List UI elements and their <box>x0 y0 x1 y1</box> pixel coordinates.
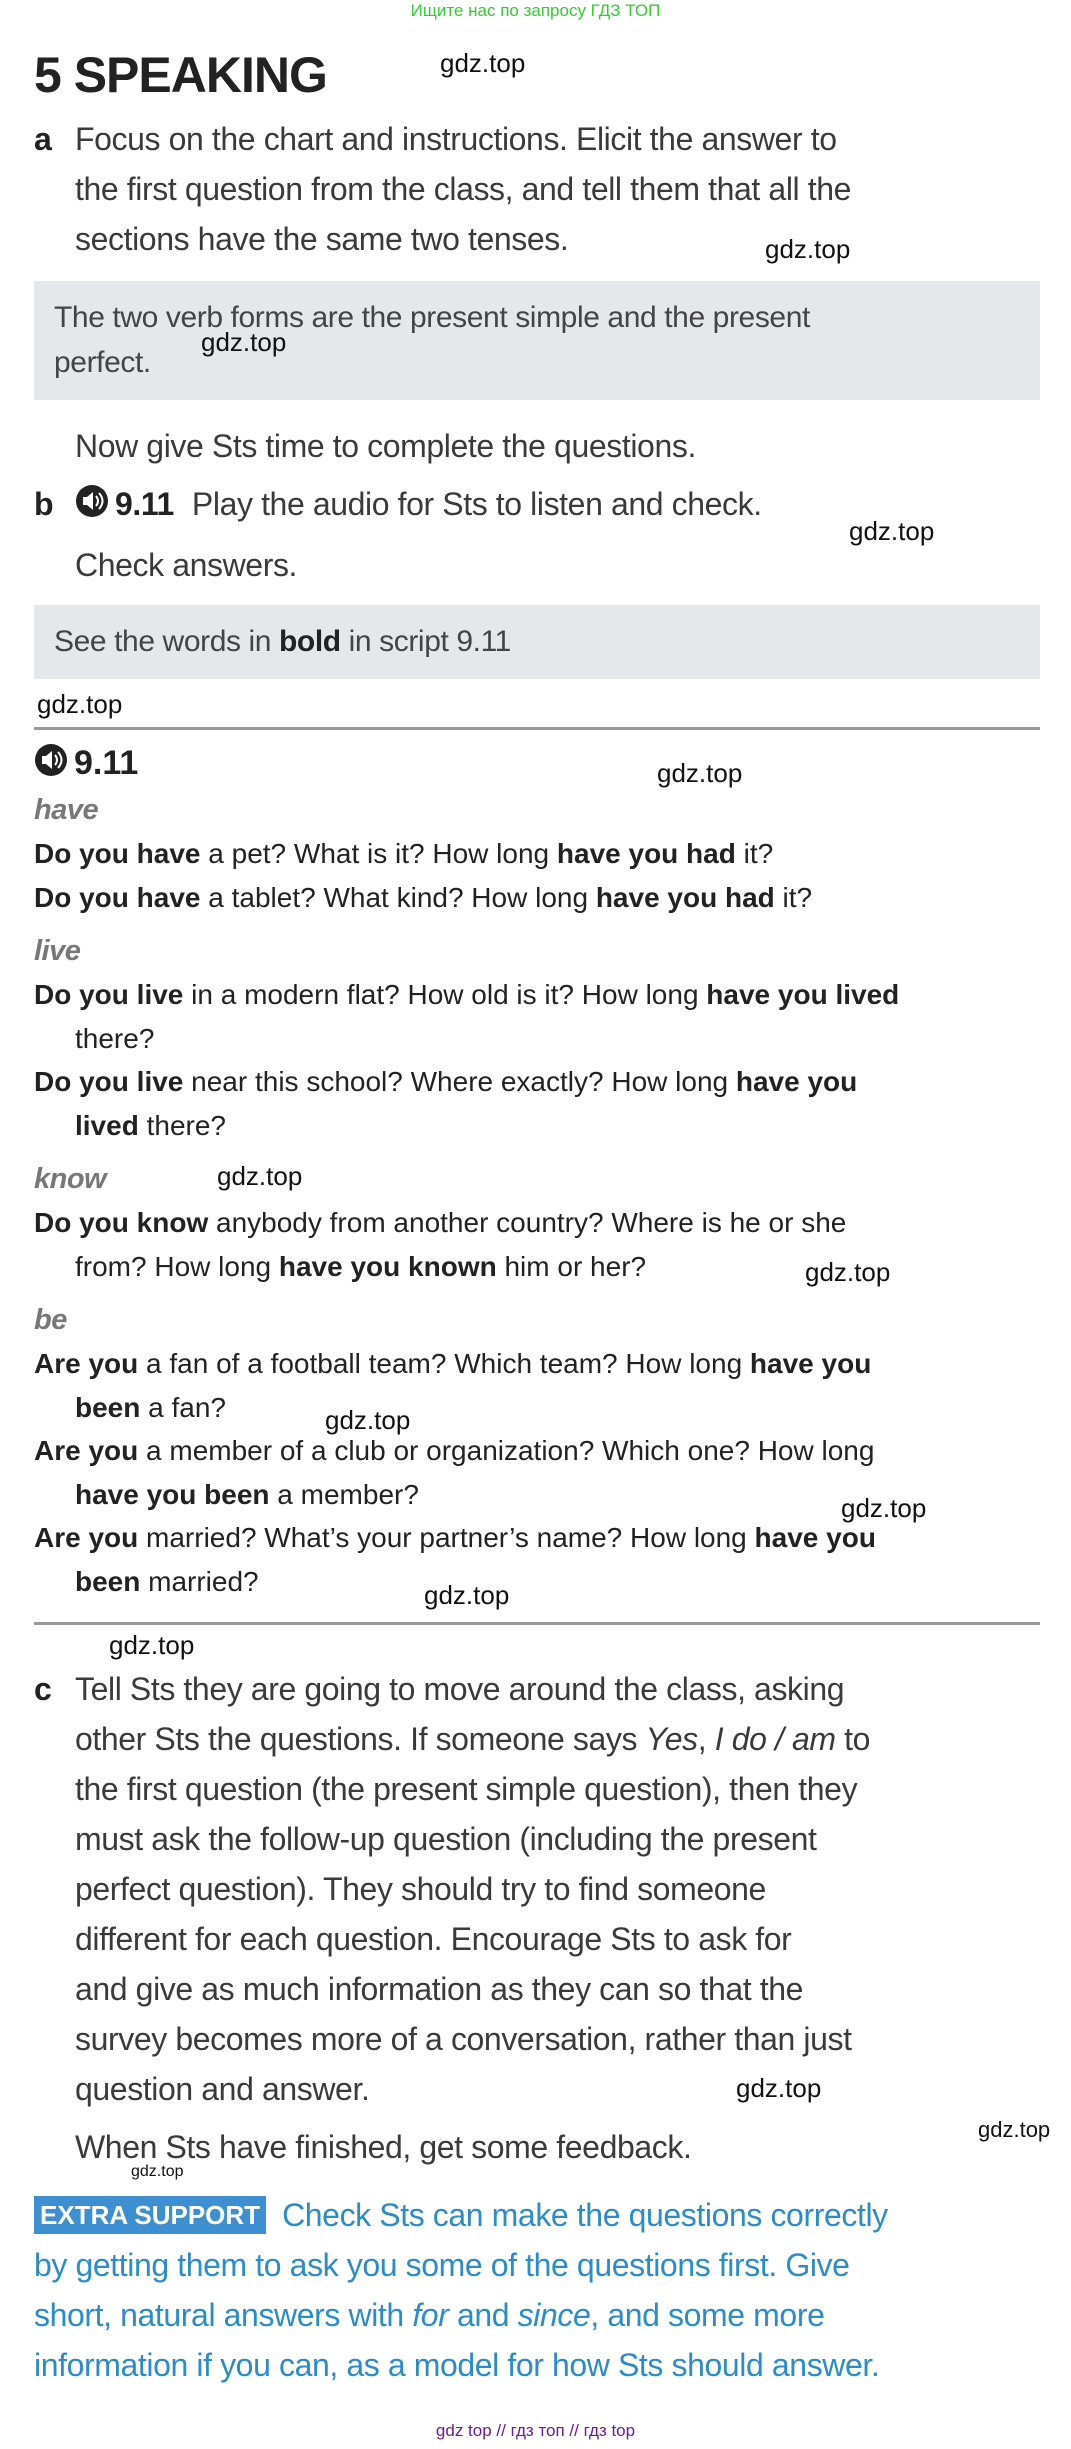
text: Check Sts can make the questions correctly <box>282 2197 888 2233</box>
text: married? <box>140 1565 259 1597</box>
script-question-line <box>34 973 1040 1017</box>
text: him or her? <box>496 1250 647 1282</box>
text: a fan of a football team? Which team? How long <box>138 1348 750 1379</box>
extra-support-line <box>34 2290 1044 2340</box>
bold-text: have you been <box>75 1478 270 1510</box>
watermark: gdz.top <box>37 689 123 719</box>
section-b-line: Check answers. <box>75 546 298 583</box>
text: perfect question). They should try to find someone <box>75 1871 766 1907</box>
text: there? <box>138 1109 226 1141</box>
watermark: gdz.top <box>849 516 935 546</box>
watermark: gdz.top <box>440 48 526 78</box>
text: survey becomes more of a conversation, rather than just <box>75 2021 852 2057</box>
text: in a modern flat? How old is it? How long <box>183 979 707 1010</box>
watermark: gdz.top <box>841 1493 927 1523</box>
watermark: gdz.top <box>131 2163 184 2180</box>
answer-box <box>34 281 1040 400</box>
section-letter: c <box>34 1671 52 1707</box>
bold-text: Do you know <box>34 1207 209 1238</box>
bold-text: been <box>75 1565 141 1597</box>
bold-text: have you had <box>556 838 736 869</box>
italic-text: I do / am <box>714 1721 836 1757</box>
watermark: gdz.top <box>805 1257 891 1287</box>
section-c-line <box>0 1764 1071 1814</box>
watermark: gdz.top <box>657 758 743 788</box>
section-c-line <box>0 2014 1071 2064</box>
script-question-line <box>34 1429 1040 1473</box>
audio-speaker-icon[interactable] <box>34 743 68 788</box>
extra-support-line <box>34 2240 1044 2290</box>
extra-support-line <box>34 2340 1044 2390</box>
section-c-line <box>0 1814 1071 1864</box>
text: a member? <box>269 1478 419 1510</box>
text: in script 9.11 <box>340 625 511 658</box>
track-number: 9.11 <box>74 744 139 782</box>
divider <box>34 1622 1040 1625</box>
text: different for each question. Encourage Sts to ask for <box>75 1921 792 1957</box>
verb-label: be <box>34 1304 67 1336</box>
instruction-text: When Sts have finished, get some feedback. <box>75 2129 692 2165</box>
bold-text: Do you have <box>34 838 201 869</box>
top-banner: Ищите нас по запросу ГДЗ ТОП <box>410 1 661 20</box>
text: it? <box>774 881 813 913</box>
bold-text: Are you <box>34 1348 139 1379</box>
text: Focus on the chart and instructions. Elicit the answer to <box>75 121 837 157</box>
text: , <box>697 1721 715 1757</box>
script-title <box>34 741 1071 788</box>
text: question and answer. <box>75 2071 370 2107</box>
text: a fan? <box>140 1391 226 1423</box>
bold-text: lived <box>75 1109 139 1141</box>
text: from? How long <box>75 1250 279 1282</box>
verb-label: know <box>34 1163 107 1195</box>
text: the first question (the present simple question), then they <box>75 1771 858 1807</box>
verb-label: live <box>34 935 81 967</box>
bold-text: Do you have <box>34 881 201 913</box>
text: and <box>448 2297 518 2333</box>
watermark: gdz.top <box>201 327 287 357</box>
text: short, natural answers with <box>34 2297 413 2333</box>
extra-support-badge: EXTRA SUPPORT <box>34 2196 266 2234</box>
bold-text: have you known <box>278 1250 497 1282</box>
footer: gdz top // гдз топ // гдз top <box>435 2421 636 2440</box>
italic-text: for <box>412 2297 449 2333</box>
script-question-line <box>34 1201 1040 1245</box>
text: it? <box>735 838 774 869</box>
text: by getting them to ask you some of the questions first. Give <box>34 2247 850 2283</box>
bold-text: have you <box>735 1066 858 1097</box>
text: Tell Sts they are going to move around the class, asking <box>75 1671 845 1707</box>
section-letter: a <box>34 121 52 157</box>
text: information if you can, as a model for how Sts should answer. <box>34 2347 880 2383</box>
text: a tablet? What kind? How long <box>200 881 596 913</box>
divider <box>34 727 1040 730</box>
bold-text: Do you live <box>34 979 184 1010</box>
section-c-line <box>0 1914 1071 1964</box>
section-a-line <box>0 114 1071 164</box>
answer-box <box>34 605 1040 679</box>
text: there? <box>75 1022 155 1054</box>
text: anybody from another country? Where is he or she <box>208 1207 847 1238</box>
italic-text: Yes <box>645 1721 698 1757</box>
script-question-line <box>34 832 1040 876</box>
instruction-text: Now give Sts time to complete the questions. <box>75 428 696 464</box>
text: married? What’s your partner’s name? How long <box>138 1522 755 1553</box>
italic-text: since <box>517 2297 591 2333</box>
text: See the words in <box>54 625 279 658</box>
watermark: gdz.top <box>765 234 851 264</box>
section-a-line: sections have the same two tenses. <box>75 221 569 257</box>
audio-speaker-icon[interactable] <box>75 478 109 536</box>
bold-text: Are you <box>34 1435 139 1466</box>
script-question-line <box>34 1342 1040 1386</box>
section-c-line <box>0 1964 1071 2014</box>
bold-text: Are you <box>34 1522 139 1553</box>
section-c <box>0 1664 1071 2114</box>
text: and give as much information as they can so that the <box>75 1971 804 2007</box>
script-question-line <box>34 876 1040 920</box>
text: near this school? Where exactly? How long <box>183 1066 736 1097</box>
text: other Sts the questions. If someone says <box>75 1721 646 1757</box>
text: a pet? What is it? How long <box>200 838 557 869</box>
section-c-line <box>0 1714 1071 1764</box>
section-a <box>0 114 1071 264</box>
script-question-line <box>34 1386 1040 1430</box>
text: , and some more <box>590 2297 825 2333</box>
watermark: gdz.top <box>325 1405 411 1435</box>
bold-text: been <box>75 1391 141 1423</box>
answer-line: The two verb forms are the present simple and the present <box>54 301 810 334</box>
script-question-line <box>34 1560 1040 1604</box>
watermark: gdz.top <box>978 2117 1051 2142</box>
section-c-line <box>0 1664 1071 1714</box>
track-number: 9.11 <box>115 486 174 522</box>
section-a-line: the first question from the class, and tell them that all the <box>75 171 852 207</box>
bold-text: Do you live <box>34 1066 184 1097</box>
bold-text: have you had <box>595 881 775 913</box>
script-question-line <box>34 1060 1040 1104</box>
script-question-line <box>34 1017 1040 1061</box>
answer-line: perfect. <box>54 346 151 379</box>
text: to <box>835 1721 871 1757</box>
bold-text: have you <box>749 1348 872 1379</box>
extra-support-line <box>34 2190 1044 2240</box>
extra-support <box>34 2190 1044 2390</box>
section-c-line <box>0 1864 1071 1914</box>
watermark: gdz.top <box>217 1161 303 1191</box>
instruction <box>0 421 1071 471</box>
script-question-line <box>34 1104 1040 1148</box>
text: a member of a club or organization? Which one? How long <box>138 1435 875 1466</box>
bold-word: bold <box>279 625 341 658</box>
verb-label: have <box>34 794 99 826</box>
watermark: gdz.top <box>736 2073 822 2103</box>
section-c-line <box>0 2064 1071 2114</box>
section-heading: 5 SPEAKING <box>34 47 327 103</box>
audio-script <box>34 788 1040 1603</box>
text: must ask the follow-up question (including the present <box>75 1821 817 1857</box>
section-letter: b <box>34 486 54 522</box>
bold-text: have you lived <box>706 979 900 1010</box>
watermark: gdz.top <box>424 1580 510 1610</box>
bold-text: have you <box>754 1522 876 1553</box>
text: Play the audio for Sts to listen and check. <box>191 486 762 522</box>
watermark: gdz.top <box>109 1630 195 1660</box>
